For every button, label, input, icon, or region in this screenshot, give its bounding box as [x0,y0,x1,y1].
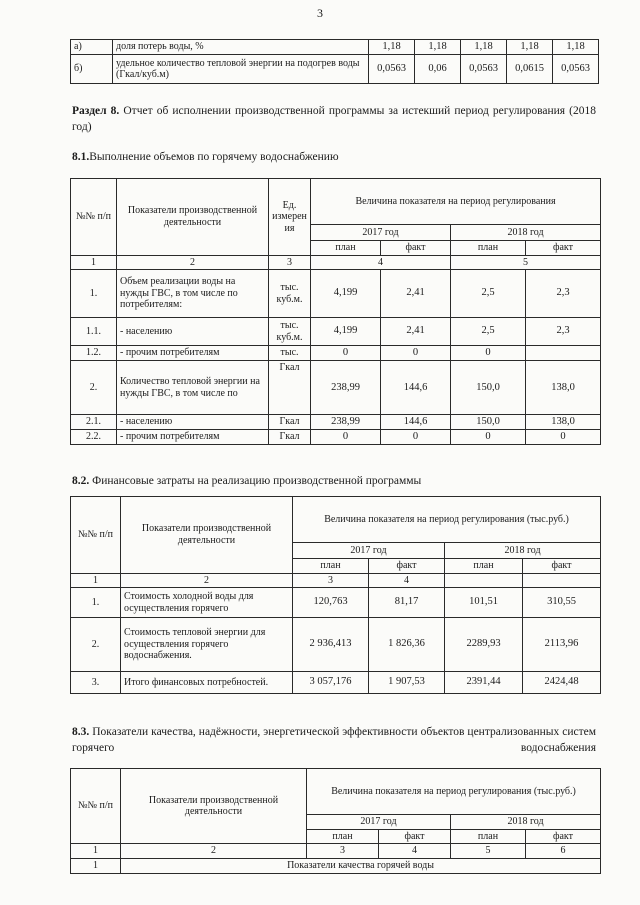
value-cell: 310,55 [523,588,601,618]
column-number: 1 [71,573,121,588]
table-row [71,858,601,873]
row-unit: тыс. [269,346,311,361]
value-cell: 150,0 [451,415,526,430]
subsection-number: 8.2. [72,475,90,487]
quality-reliability-table [70,768,601,874]
value-cell: 238,99 [311,361,381,415]
value-cell: 0,0563 [369,55,415,84]
header-indicator: Показатели производственной деятельности [121,497,293,574]
value-cell: 101,51 [445,588,523,618]
value-cell: 2,41 [381,270,451,318]
row-label: - прочим потребителям [117,430,269,445]
header-plan: план [307,829,379,844]
column-number: 1 [71,255,117,270]
value-cell: 1,18 [415,40,461,55]
subsection-8-1-title [72,150,596,166]
subsection-number: 8.3. [72,726,90,738]
section-row-label: Показатели качества горячей воды [121,858,601,873]
row-number: 1.2. [71,346,117,361]
value-cell: 0 [381,430,451,445]
value-cell [526,346,601,361]
subsection-number: 8.1. [72,151,90,163]
row-label: Объем реализации воды на нужды ГВС, в том числе по потребителям: [117,270,269,318]
subsection-8-3-title [72,725,596,756]
header-year-2017: 2017 год [307,815,451,830]
table-header-row [71,179,601,225]
value-cell: 0 [451,430,526,445]
column-number: 6 [526,844,601,859]
value-cell: 2 936,413 [293,618,369,672]
value-cell: 81,17 [369,588,445,618]
row-index: б) [71,55,113,84]
table-row [71,672,601,694]
page-number: 3 [317,6,323,20]
row-label: - прочим потребителям [117,346,269,361]
table-row [71,588,601,618]
row-number: 2.2. [71,430,117,445]
row-number: 3. [71,672,121,694]
row-label: Количество тепловой энергии на нужды ГВС, в том числе по [117,361,269,415]
header-fact: факт [369,559,445,574]
value-cell: 2,3 [526,318,601,346]
value-cell: 4,199 [311,318,381,346]
value-cell: 2289,93 [445,618,523,672]
header-number: №№ п/п [71,769,121,844]
value-cell: 2,41 [381,318,451,346]
value-cell: 2113,96 [523,618,601,672]
value-cell: 0 [526,430,601,445]
header-plan: план [451,829,526,844]
value-cell: 138,0 [526,415,601,430]
column-number: 2 [121,573,293,588]
header-number: №№ п/п [71,497,121,574]
value-cell: 1 907,53 [369,672,445,694]
value-cell: 0,06 [415,55,461,84]
value-cell: 2,5 [451,318,526,346]
header-number: №№ п/п [71,179,117,256]
row-unit: Гкал [269,415,311,430]
value-cell: 2424,48 [523,672,601,694]
header-year-2018: 2018 год [451,815,601,830]
header-fact: факт [523,559,601,574]
header-plan: план [445,559,523,574]
column-number: 2 [121,844,307,859]
column-number: 4 [369,573,445,588]
header-fact: факт [526,829,601,844]
row-unit: Гкал [269,430,311,445]
header-fact: факт [526,241,601,256]
volumes-table [70,178,601,445]
header-value: Величина показателя на период регулирования (тыс.руб.) [293,497,601,543]
section-8-text: Отчет об исполнении производственной программы за истекший период регулирования (2018 год) [72,105,597,133]
table-row [71,318,601,346]
row-number: 1. [71,270,117,318]
row-index: а) [71,40,113,55]
value-cell: 0 [381,346,451,361]
header-plan: план [293,559,369,574]
table-header-row [71,497,601,543]
value-cell: 1,18 [507,40,553,55]
row-number: 1.1. [71,318,117,346]
row-unit: тыс. куб.м. [269,270,311,318]
header-indicator: Показатели производственной деятельности [117,179,269,256]
empty-cell [445,573,523,588]
row-label: доля потерь воды, % [113,40,369,55]
value-cell: 2391,44 [445,672,523,694]
header-year-2017: 2017 год [293,543,445,559]
column-number: 5 [451,844,526,859]
column-numbers-row [71,255,601,270]
table-row [71,270,601,318]
value-cell: 120,763 [293,588,369,618]
header-fact: факт [381,241,451,256]
header-fact: факт [379,829,451,844]
value-cell: 2,5 [451,270,526,318]
column-number: 1 [71,844,121,859]
value-cell: 238,99 [311,415,381,430]
column-number: 4 [379,844,451,859]
row-label: - населению [117,415,269,430]
value-cell: 1,18 [553,40,599,55]
value-cell: 4,199 [311,270,381,318]
value-cell: 1,18 [369,40,415,55]
value-cell: 0,0563 [461,55,507,84]
row-label: удельное количество тепловой энергии на подогрев воды (Гкал/куб.м) [113,55,369,84]
value-cell: 0,0615 [507,55,553,84]
row-number: 2. [71,618,121,672]
value-cell: 2,3 [526,270,601,318]
financial-costs-table [70,496,601,694]
row-label: - населению [117,318,269,346]
table-row [71,346,601,361]
value-cell: 138,0 [526,361,601,415]
value-cell: 0 [311,430,381,445]
row-label: Стоимость тепловой энергии для осуществления горячего водоснабжения. [121,618,293,672]
table-row [71,361,601,415]
column-number: 5 [451,255,601,270]
value-cell: 0,0563 [553,55,599,84]
header-unit: Ед. измерен ия [269,179,311,256]
row-number: 2. [71,361,117,415]
column-numbers-row [71,573,601,588]
value-cell: 144,6 [381,415,451,430]
section-8-title [72,104,596,135]
value-cell: 144,6 [381,361,451,415]
row-label: Стоимость холодной воды для осуществления горячего [121,588,293,618]
value-cell: 3 057,176 [293,672,369,694]
header-value: Величина показателя на период регулирования (тыс.руб.) [307,769,601,815]
header-year-2018: 2018 год [451,225,601,241]
table-row [71,430,601,445]
section-8-label: Раздел 8. [72,105,120,117]
row-number: 2.1. [71,415,117,430]
table-row [71,55,599,84]
table-row [71,40,599,55]
value-cell: 1 826,36 [369,618,445,672]
row-unit: тыс. куб.м. [269,318,311,346]
table-row [71,415,601,430]
row-unit: Гкал [269,361,311,415]
value-cell: 0 [451,346,526,361]
value-cell: 150,0 [451,361,526,415]
header-year-2018: 2018 год [445,543,601,559]
column-number: 3 [293,573,369,588]
value-cell: 0 [311,346,381,361]
subsection-text: Показатели качества, надёжности, энергетической эффективности объектов централизованных систем горячего водоснабжения [72,726,597,754]
header-plan: план [311,241,381,256]
column-number: 3 [269,255,311,270]
column-number: 2 [117,255,269,270]
header-indicator: Показатели производственной деятельности [121,769,307,844]
table-row [71,618,601,672]
subsection-8-2-title [72,474,596,490]
value-cell: 1,18 [461,40,507,55]
column-number: 4 [311,255,451,270]
subsection-text: Выполнение объемов по горячему водоснабжению [89,151,339,163]
header-year-2017: 2017 год [311,225,451,241]
table-header-row [71,769,601,815]
row-label: Итого финансовых потребностей. [121,672,293,694]
subsection-text: Финансовые затраты на реализацию производственной программы [92,475,422,487]
header-value: Величина показателя на период регулирования [311,179,601,225]
column-number: 3 [307,844,379,859]
header-plan: план [451,241,526,256]
quality-indicators-table [70,39,599,84]
row-number: 1 [71,858,121,873]
column-numbers-row [71,844,601,859]
empty-cell [523,573,601,588]
row-number: 1. [71,588,121,618]
